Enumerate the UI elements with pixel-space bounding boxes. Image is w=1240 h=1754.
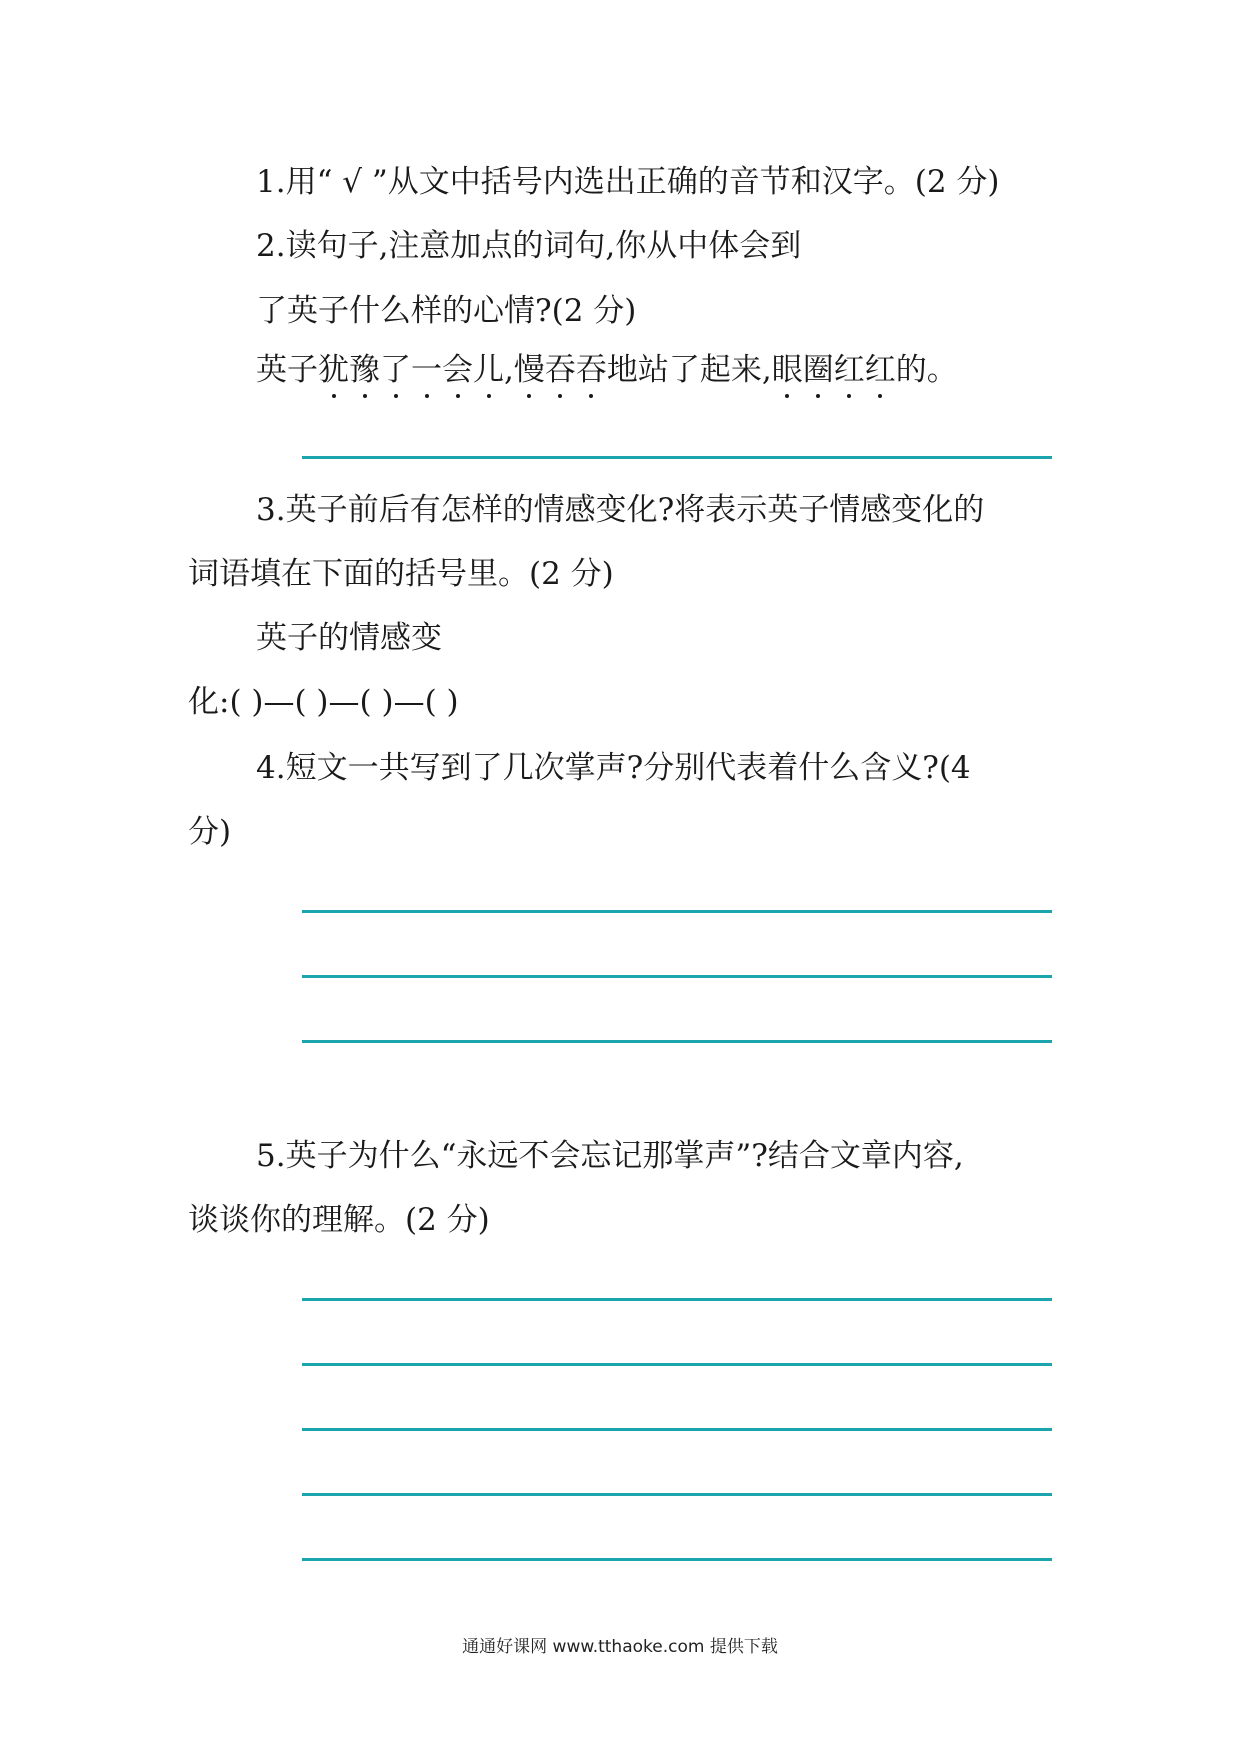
- answer-line[interactable]: [302, 456, 1052, 459]
- answer-line[interactable]: [302, 1040, 1052, 1043]
- answer-line[interactable]: [302, 1363, 1052, 1366]
- quote-sep-1: ,: [504, 352, 514, 388]
- question-3-line-1: 3.英子前后有怎样的情感变化?将表示英子情感变化的: [256, 492, 985, 528]
- quote-pre: 英子: [256, 352, 318, 388]
- answer-line[interactable]: [302, 910, 1052, 913]
- question-2-line-2: 了英子什么样的心情?(2 分): [256, 293, 637, 329]
- emphasis-char: 会: [442, 352, 473, 388]
- question-4-line-2: 分): [188, 814, 232, 850]
- emphasis-char: 一: [411, 352, 442, 388]
- emphasis-char: 慢: [513, 352, 545, 388]
- question-3-line-3: 英子的情感变: [256, 620, 442, 656]
- emphasis-char: 红: [833, 352, 865, 388]
- emphasis-char: 了: [380, 352, 411, 388]
- question-1-text: 1.用“ √ ”从文中括号内选出正确的音节和汉字。(2 分): [256, 164, 1000, 200]
- emphasis-char: 眼: [771, 352, 803, 388]
- answer-line[interactable]: [302, 1428, 1052, 1431]
- emphasis-char: 吞: [575, 352, 607, 388]
- quote-emph-2: [514, 352, 607, 388]
- quote-mid: 地站了起来,: [606, 352, 772, 388]
- answer-line[interactable]: [302, 1298, 1052, 1301]
- emphasis-char: 犹: [318, 352, 349, 388]
- answer-line[interactable]: [302, 1493, 1052, 1496]
- question-5-line-2: 谈谈你的理解。(2 分): [188, 1202, 490, 1238]
- footer-source: 通通好课网 www.tthaoke.com 提供下载: [462, 1637, 778, 1657]
- question-3-line-2: 词语填在下面的括号里。(2 分): [188, 556, 614, 592]
- emphasis-char: 红: [864, 352, 896, 388]
- quote-emph-3: [772, 352, 896, 388]
- question-5-line-1: 5.英子为什么“永远不会忘记那掌声”?结合文章内容,: [256, 1138, 964, 1174]
- emphasis-char: 豫: [349, 352, 380, 388]
- answer-line[interactable]: [302, 1558, 1052, 1561]
- question-3-blanks[interactable]: 化:( )—( )—( )—( ): [188, 684, 459, 720]
- question-2-quote: [256, 350, 958, 390]
- quote-emph-1: [318, 352, 504, 388]
- emphasis-char: 儿: [473, 352, 504, 388]
- emphasis-char: 圈: [802, 352, 834, 388]
- emphasis-char: 吞: [544, 352, 576, 388]
- question-2-line-1: 2.读句子,注意加点的词句,你从中体会到: [256, 228, 802, 264]
- answer-line[interactable]: [302, 975, 1052, 978]
- quote-end: 的。: [895, 352, 958, 388]
- question-4-line-1: 4.短文一共写到了几次掌声?分别代表着什么含义?(4: [256, 750, 971, 786]
